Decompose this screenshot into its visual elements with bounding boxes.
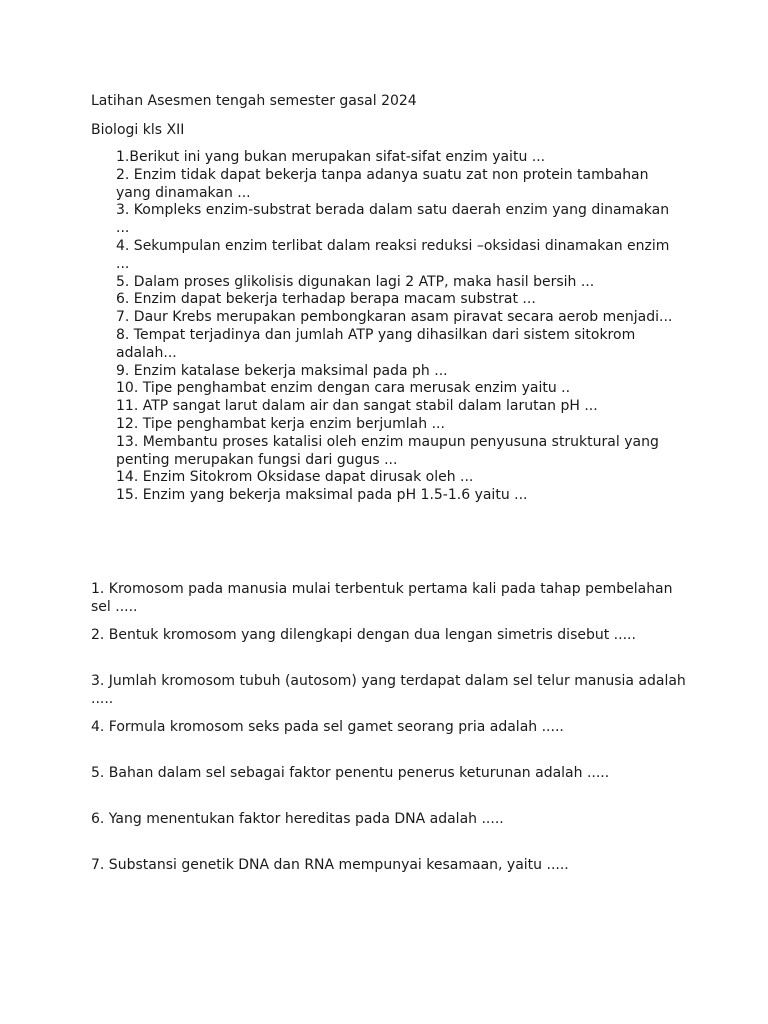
list-item: 14. Enzim Sitokrom Oksidase dapat dirusak oleh ...: [116, 469, 474, 486]
list-item: 7. Substansi genetik DNA dan RNA mempunyai kesamaan, yaitu .....: [91, 857, 569, 873]
list-item: 1. Kromosom pada manusia mulai terbentuk pertama kali pada tahap pembelahan sel .....: [91, 581, 673, 615]
list-item: 6. Enzim dapat bekerja terhadap berapa macam substrat ...: [116, 291, 536, 308]
list-item: 7. Daur Krebs merupakan pembongkaran asam piravat secara aerob menjadi...: [116, 309, 673, 326]
list-item: 3. Jumlah kromosom tubuh (autosom) yang terdapat dalam sel telur manusia adalah .....: [91, 673, 686, 707]
list-item: 11. ATP sangat larut dalam air dan sangat stabil dalam larutan pH ...: [116, 398, 598, 415]
list-item: 15. Enzim yang bekerja maksimal pada pH 1.5-1.6 yaitu ...: [116, 487, 528, 504]
question-list-enzyme: [116, 149, 676, 505]
list-item: 1.Berikut ini yang bukan merupakan sifat-sifat enzim yaitu ...: [116, 149, 546, 165]
list-item: 13. Membantu proses katalisi oleh enzim maupun penyusuna struktural yang penting merupakan fungsi dari gugus ...: [116, 433, 659, 468]
list-item: 4. Sekumpulan enzim terlibat dalam reaksi reduksi –oksidasi dinamakan enzim ...: [116, 237, 670, 272]
list-item: 12. Tipe penghambat kerja enzim berjumlah ...: [116, 415, 445, 432]
list-item: 9. Enzim katalase bekerja maksimal pada ph ...: [116, 362, 448, 379]
list-item: 4. Formula kromosom seks pada sel gamet seorang pria adalah .....: [91, 719, 564, 735]
list-item: 5. Bahan dalam sel sebagai faktor penentu penerus keturunan adalah .....: [91, 765, 610, 781]
document-title: Latihan Asesmen tengah semester gasal 2024: [91, 93, 417, 109]
list-item: 6. Yang menentukan faktor hereditas pada DNA adalah .....: [91, 811, 504, 827]
list-item: 5. Dalam proses glikolisis digunakan lagi 2 ATP, maka hasil bersih ...: [116, 273, 595, 290]
list-item: 2. Enzim tidak dapat bekerja tanpa adanya suatu zat non protein tambahan yang dinamakan ...: [116, 166, 649, 201]
question-list-chromosome: [91, 580, 691, 902]
list-item: 8. Tempat terjadinya dan jumlah ATP yang dihasilkan dari sistem sitokrom adalah...: [116, 326, 636, 361]
list-item: 10. Tipe penghambat enzim dengan cara merusak enzim yaitu ..: [116, 380, 571, 397]
list-item: 2. Bentuk kromosom yang dilengkapi dengan dua lengan simetris disebut .....: [91, 627, 636, 643]
list-item: 3. Kompleks enzim-substrat berada dalam satu daerah enzim yang dinamakan ...: [116, 202, 670, 237]
document-subtitle: Biologi kls XII: [91, 122, 185, 138]
